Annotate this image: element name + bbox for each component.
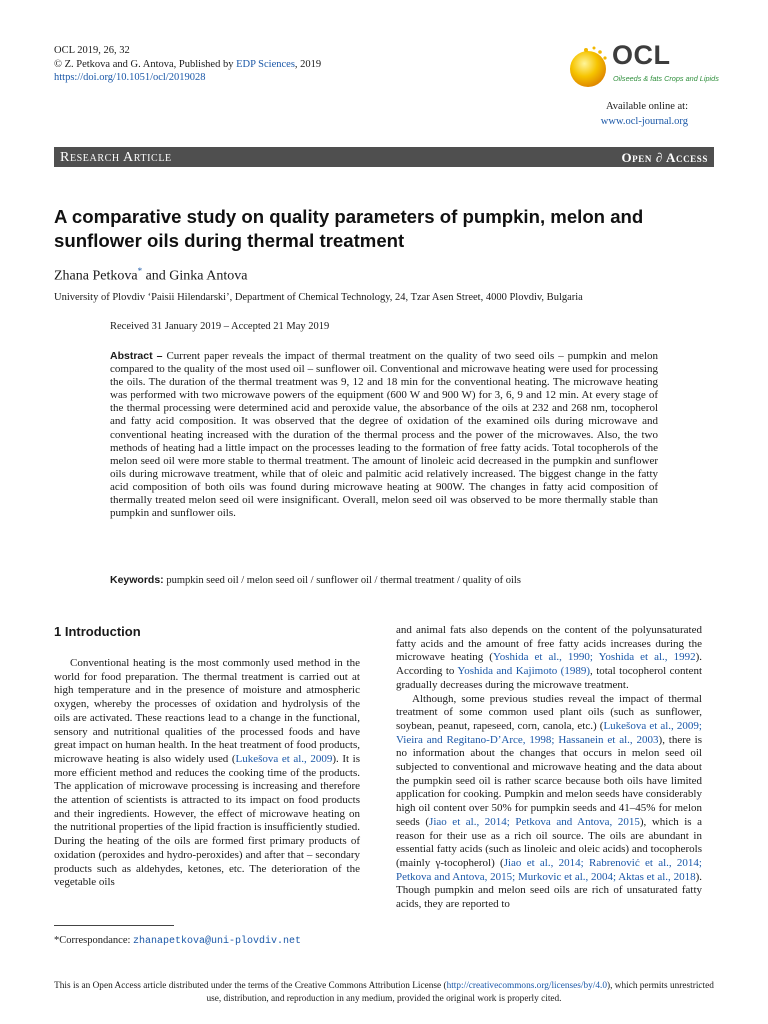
citation-link[interactable]: Yoshida and Kajimoto (1989) [457,665,591,678]
open-access-icon: ∂ [655,150,663,165]
keywords [110,574,670,586]
article-title: A comparative study on quality parameters of pumpkin, melon and sunflower oils during thermal treatment [54,206,644,251]
available-label: Available online at: [605,101,688,112]
journal-citation: OCL 2019, 26, 32 [54,45,130,56]
logo-wordmark: OCL [612,40,671,70]
received-accepted-dates: Received 31 January 2019 – Accepted 21 May 2019 [110,321,330,332]
publisher-link[interactable]: EDP Sciences [236,58,295,70]
open-access-label: Open ∂ Access [621,150,708,165]
paragraph: and animal fats also depends on the content of the polyunsaturated fatty acids and the amount of free fatty acids increases during the microwave heating (Yoshida et al., 1990; Yoshida et al., 1992). According to Yoshida and Kajimoto (1989), total tocopherol content gradually decreases during the microwave treatment. [396,624,702,691]
right-column [396,624,702,912]
keywords-heading: Keywords: [110,574,164,586]
citation-link[interactable]: Lukešova et al., 2009 [235,752,333,765]
author-list: Zhana Petkova* and Ginka Antova [54,266,248,284]
left-column [54,657,360,890]
citation-link[interactable]: Lukešova et al., 2009; Vieira and Regitano-D’Arce, 1998; Hassanein et al., 2003 [396,719,702,746]
article-metadata [54,44,321,85]
abstract-heading: Abstract – [110,350,163,362]
keywords-text: pumpkin seed oil / melon seed oil / sunflower oil / thermal treatment / quality of oils [163,575,521,586]
abstract-text: Current paper reveals the impact of thermal treatment on the quality of two seed oils – pumpkin and melon compared to the quality of the most used oil – sunflower oil. Conventional and microwave heating were used for processing the oils. The duration of the thermal treatment was 9, 12 and 18 min for the conventional heating. The microwave heating was performed with two microwave powers of the equipment (600 W and 900 W) for 3, 6, 9 and 12 min. At every stage of the thermal processing were determined acid and peroxide value, the absorbance of the oils at 232 and 268 nm, tocopherol and fatty acid composition. It was observed that the degree of oxidation of the examined oils during microwave and conventional heating increased with the duration of the thermal process and the power of the microwaves. Also, the two methods of heating had a little impact on the processes leading to the formation of free fatty acids. Total tocopherols of the melon seed oil were more stable to thermal treatment. The amount of linoleic acid decreased in the pumpkin and sunflower oils during microwave treatment, while that of oleic and palmitic acid relatively increased. The biggest change in the fatty acid composition of both oils was found during microwave heating at 900W. The changes in fatty acid composition of thermally treated melon seed oil were insignificant. Overall, melon seed oil was observed to be more thermally stable than pumpkin and sunflower oils. [110,350,658,520]
sun-logo-icon [566,44,612,90]
available-online [601,99,688,129]
citation-link[interactable]: Jiao et al., 2014; Petkova and Antova, 2015 [429,815,640,828]
paragraph: Although, some previous studies reveal the impact of thermal treatment of some common used plant oils (such as sunflower, soybean, peanut, rapeseed, corn, canola, etc.) (Lukešova et al., 2009; Vieira and Regitano-D’Arce, 1998; Hassanein et al., 2003), there is no information about the changes that occurs in melon seed oil subjected to conventional and microwave heating and the data about the pumpkin seed oil is rather scarce because both oils have limited application for cooking. Pumpkin and melon seeds have considerably high oil content over 50% for pumpkin seeds and 41–45% for melon seeds (Jiao et al., 2014; Petkova and Antova, 2015), which is a reason for their use as a rich oil source. The oils are abundant in essential fatty acids (such as linoleic and oleic acids) and tocopherols (mainly γ-tocopherol) (Jiao et al., 2014; Rabrenović et al., 2014; Petkova and Antova, 2015; Murkovic et al., 2004; Aktas et al., 2018). Though pumpkin and melon seed oils are rich of unsaturated fatty acids, they are reported to [396,692,703,911]
corresponding-author-mark[interactable]: * [137,266,143,276]
logo-tagline: Oilseeds & fats Crops and Lipids [613,74,719,83]
affiliation: University of Plovdiv ‘Paisii Hilendarski’, Department of Chemical Technology, 24, Tzar Asen Street, 4000 Plovdiv, Bulgaria [54,292,583,303]
article-type: Research Article [60,150,172,165]
citation-link[interactable]: Jiao et al., 2014; Rabrenović et al., 2014; Petkova and Antova, 2015; Murkovic et al., 2004; Aktas et al., 2018 [396,856,702,883]
license-link[interactable]: http://creativecommons.org/licenses/by/4.0 [446,981,607,991]
email-link[interactable]: zhanapetkova@uni-plovdiv.net [133,936,302,947]
footnote-divider [54,925,174,926]
license-footer: This is an Open Access article distributed under the terms of the Creative Commons Attribution License (http://creativecommons.org/licenses/by/4.0), which permits unrestricted use, distribution, and reproduction in any medium, provided the original work is properly cited. [54,981,714,1004]
section-heading: 1 Introduction [54,624,141,639]
doi-link[interactable]: https://doi.org/10.1051/ocl/2019028 [54,72,206,83]
citation-link[interactable]: Yoshida et al., 1990; Yoshida et al., 1992 [492,651,696,664]
paragraph: Conventional heating is the most commonly used method in the world for food preparation. The thermal treatment is carried out at high temperature and in the presence of moisture and atmospheric oxygen, whereby the processes of oxidation and hydrolysis of the oils are activated. These reactions lead to a change in the functional, sensory and nutritional qualities of the processed foods and have great impact on human health. In the heat treatment of food products, microwave heating is also widely used (Lukešova et al., 2009). It is more efficient method and reduces the cooking time of the products. The application of microwave processing is increasing and therefore the attention of scientists is attracted to its impact on food products and their ingredients. However, the effect of microwave heating on the nutritional properties of the lipid fraction is insufficiently studied. During the heating of the oils are formed first primary products of oxidation (peroxides and hydro-peroxides) and after that – secondary products such as aldehydes, ketones, etc. The deterioration of the vegetable oils [54,657,360,889]
article-type-banner [54,147,714,167]
ocl-logo [566,40,726,90]
abstract [110,350,658,520]
correspondence-footnote: *Correspondance: zhanapetkova@uni-plovdiv.net [54,935,302,947]
journal-url-link[interactable]: www.ocl-journal.org [600,116,688,127]
copyright-line: © Z. Petkova and G. Antova, Published by EDP Sciences, 2019 [54,58,322,70]
